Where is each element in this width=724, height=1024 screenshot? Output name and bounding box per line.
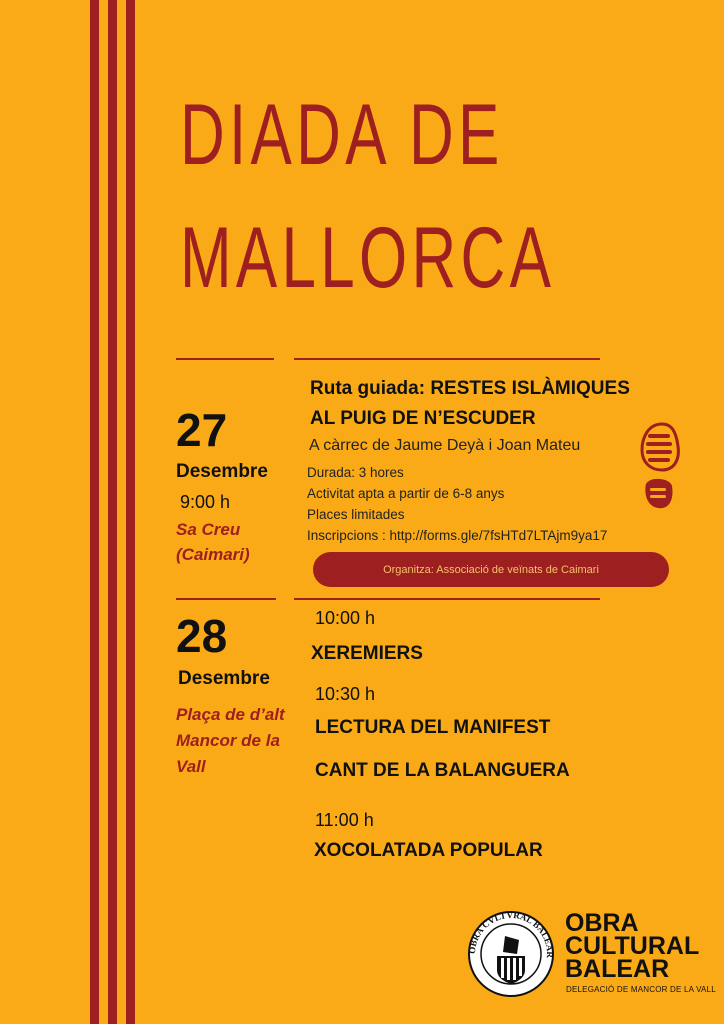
day1-time: 9:00 h xyxy=(180,492,231,512)
divider-left-2 xyxy=(176,598,276,600)
stripe-1 xyxy=(90,0,99,1024)
day2-place-line1: Plaça de d’alt xyxy=(176,705,285,724)
day2-number: 28 xyxy=(176,610,228,662)
seal-text: OBRA CVLTVRAL BALEAR xyxy=(467,910,555,959)
event-time-2: 10:30 h xyxy=(315,684,376,704)
org-delegation: DELEGACIÓ DE MANCOR DE LA VALL xyxy=(566,985,716,994)
day1-month: Desembre xyxy=(176,461,268,482)
event-name-1: XEREMIERS xyxy=(311,643,423,664)
divider-left-1 xyxy=(176,358,274,360)
day1-duration: Durada: 3 hores xyxy=(307,465,404,480)
ocb-seal-logo xyxy=(467,910,555,998)
day1-heading-line2: AL PUIG DE N’ESCUDER xyxy=(310,408,536,429)
day2-place-line2: Mancor de la xyxy=(176,731,280,750)
org-name-line2: CULTURAL xyxy=(565,932,700,960)
event-time-4: 11:00 h xyxy=(315,810,374,830)
divider-right-1 xyxy=(294,358,600,360)
stripe-2 xyxy=(108,0,117,1024)
day2-month: Desembre xyxy=(178,668,270,689)
org-name-line3: BALEAR xyxy=(565,955,670,983)
event-time-1: 10:00 h xyxy=(315,608,376,628)
day1-age: Activitat apta a partir de 6-8 anys xyxy=(307,486,505,501)
stripe-3 xyxy=(126,0,135,1024)
day1-signup-link[interactable]: Inscripcions : http://forms.gle/7fsHTd7LTAjm9ya17 xyxy=(307,528,608,543)
day1-place-line1: Sa Creu xyxy=(176,520,241,539)
event-name-4: XOCOLATADA POPULAR xyxy=(314,840,543,861)
day1-number: 27 xyxy=(176,404,228,456)
org-name-line1: OBRA xyxy=(565,909,639,937)
day2-place-line3: Vall xyxy=(176,757,206,776)
org-name xyxy=(565,909,700,983)
event-name-3: CANT DE LA BALANGUERA xyxy=(315,760,570,781)
divider-right-2 xyxy=(294,598,600,600)
page-title-line2: MALLORCA xyxy=(180,210,556,306)
event-name-2: LECTURA DEL MANIFEST xyxy=(315,717,551,738)
day1-guides: A càrrec de Jaume Deyà i Joan Mateu xyxy=(309,437,581,454)
organizer-badge xyxy=(313,552,669,587)
day1-heading-line1: Ruta guiada: RESTES ISLÀMIQUES xyxy=(310,378,630,399)
day1-place-line2: (Caimari) xyxy=(176,545,250,564)
footprint-icon xyxy=(636,420,684,512)
organizer-text: Organitza: Associació de veïnats de Caimari xyxy=(383,563,599,576)
day1-places: Places limitades xyxy=(307,507,405,522)
page-title-line1: DIADA DE xyxy=(180,87,504,183)
